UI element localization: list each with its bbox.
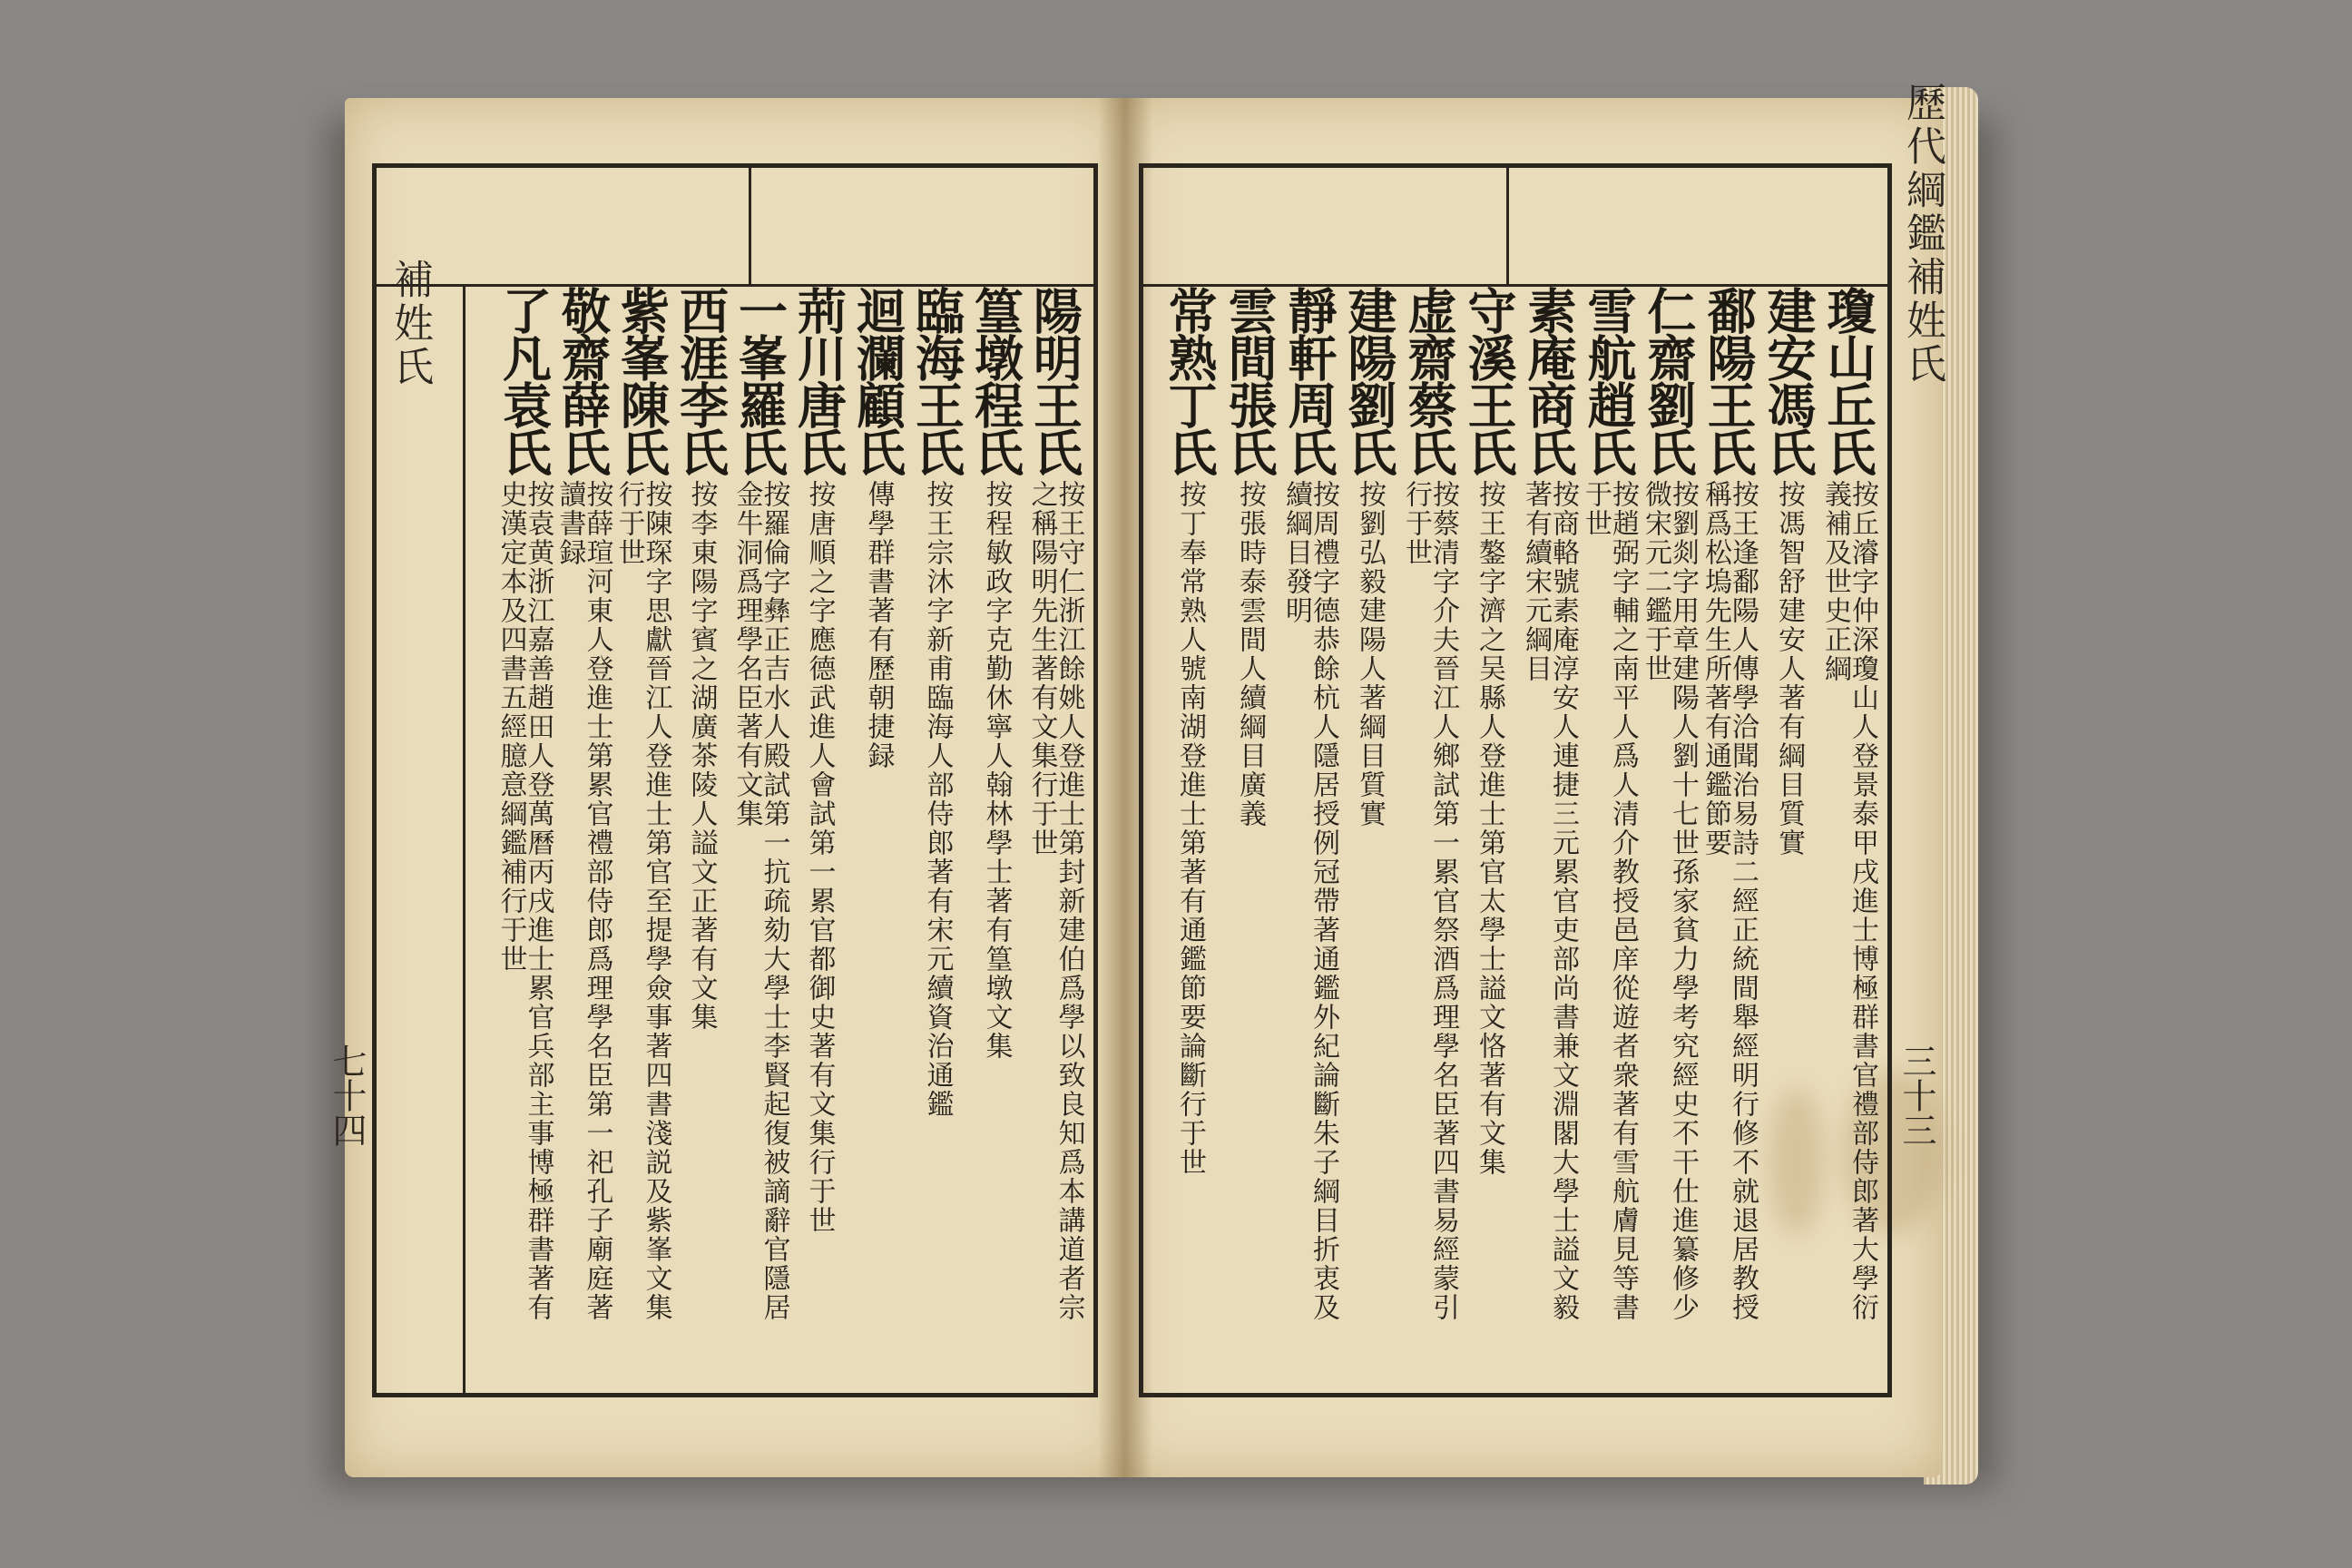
- entry-name: 建安馮氏: [1759, 286, 1818, 475]
- entry-column: [555, 286, 611, 1384]
- top-band: [377, 168, 1093, 287]
- entry-column: [1700, 286, 1757, 1384]
- entry-column: [673, 286, 729, 1384]
- right-folio: 三十三: [1896, 1044, 1936, 1147]
- entry-column: [1581, 286, 1637, 1384]
- entry-note: 按趙弼字輔之南平人爲人清介教授邑庠從遊者衆著有雪航膚見等書于世: [1580, 480, 1639, 1322]
- entry-note: 按張時泰雲間人續綱目廣義: [1234, 480, 1266, 828]
- entry-column: [1281, 286, 1338, 1384]
- entry-note: 按丁奉常熟人號南湖登進士第著有通鑑節要論斷行于世: [1174, 480, 1206, 1177]
- entry-note: 按羅倫字彝正吉水人殿試第一抗疏劾大學士李賢起復被謫辭官隱居金牛洞爲理學名臣著有文集: [730, 480, 790, 1322]
- entry-name: 敬齋薛氏: [554, 286, 612, 475]
- entry-name: 素庵商氏: [1520, 286, 1578, 475]
- left-folio: 七十四: [327, 1044, 367, 1147]
- entry-column: [850, 286, 906, 1384]
- entry-note: 按王宗沐字新甫臨海人部侍郎著有宋元續資治通鑑: [921, 480, 954, 1119]
- entry-column: [496, 286, 552, 1384]
- entry-name: 虚齋蔡氏: [1400, 286, 1458, 475]
- entry-note: 按王守仁浙江餘姚人登進士第封新建伯爲學以致良知爲本講道者宗之稱陽明先生著有文集行于世: [1025, 480, 1085, 1322]
- entry-column: [1521, 286, 1577, 1384]
- entry-column: [1760, 286, 1817, 1384]
- entry-column: [732, 286, 788, 1384]
- margin-title: 歷代綱鑑補: [1899, 82, 1945, 299]
- entry-column: [1161, 286, 1218, 1384]
- entry-name: 瓊山丘氏: [1819, 286, 1877, 475]
- margin-divider: [463, 284, 466, 1393]
- entry-note: 按商輅號素庵淳安人連捷三元累官吏部尚書兼文淵閣大學士謚文毅著有續宋元綱目: [1520, 480, 1579, 1322]
- entry-name: 紫峯陳氏: [612, 286, 671, 475]
- entry-note: 按陳琛字思獻晉江人登進士第官至提學僉事著四書淺説及紫峯文集行于世: [612, 480, 672, 1322]
- left-entries: [495, 286, 1084, 1384]
- entry-column: [1401, 286, 1457, 1384]
- left-text-frame: [372, 163, 1098, 1397]
- band-divider: [1506, 168, 1512, 284]
- entry-column: [1641, 286, 1697, 1384]
- top-band: [1143, 168, 1887, 287]
- band-divider: [749, 168, 754, 284]
- entry-note: 按唐順之字應德武進人會試第一累官都御史著有文集行于世: [803, 480, 836, 1235]
- entry-column: [614, 286, 670, 1384]
- entry-note: 按程敏政字克勤休寧人翰林學士著有篁墩文集: [980, 480, 1013, 1061]
- entry-note: 傳學群書著有歷朝捷録: [862, 480, 895, 770]
- entry-name: 陽明王氏: [1025, 286, 1084, 475]
- entry-name: 一峯羅氏: [730, 286, 789, 475]
- entry-note: 按劉剡字用章建陽人劉十七世孫家貧力學考究經史不干仕進纂修少微宋元二鑑于世: [1640, 480, 1699, 1322]
- right-text-frame: [1139, 163, 1892, 1397]
- entry-name: 篁墩程氏: [966, 286, 1025, 475]
- entry-name: 荊川唐氏: [789, 286, 848, 475]
- right-margin-title: [1896, 82, 1951, 387]
- entry-note: 按袁黄浙江嘉善趙田人登萬曆丙戌進士累官兵部主事博極群書著有史漢定本及四書五經臆意綱鑑補行于世: [495, 480, 554, 1322]
- entry-name: 西涯李氏: [671, 286, 730, 475]
- entry-name: 臨海王氏: [907, 286, 966, 475]
- entry-note: 按薛瑄河東人登進士第累官禮部侍郎爲理學名臣第一祀孔子廟庭著讀書録: [554, 480, 613, 1322]
- entry-name: 了凡袁氏: [495, 286, 554, 475]
- entry-name: 建陽劉氏: [1340, 286, 1398, 475]
- entry-name: 迴瀾顧氏: [848, 286, 907, 475]
- entry-note: 按馮智舒建安人著有綱目質實: [1773, 480, 1805, 858]
- entry-name: 雪航趙氏: [1580, 286, 1638, 475]
- entry-column: [968, 286, 1024, 1384]
- entry-column: [909, 286, 965, 1384]
- entry-column: [1221, 286, 1278, 1384]
- entry-name: 仁齋劉氏: [1640, 286, 1698, 475]
- entry-note: 按丘濬字仲深瓊山人登景泰甲戌進士博極群書官禮部侍郎著大學衍義補及世史正綱: [1819, 480, 1878, 1322]
- entry-column: [1820, 286, 1877, 1384]
- margin-chars: 姓氏: [387, 302, 433, 389]
- entry-note: 按劉弘毅建陽人著綱目質實: [1354, 480, 1386, 828]
- entry-column: [1341, 286, 1397, 1384]
- entry-column: [1027, 286, 1083, 1384]
- entry-note: 按周禮字德恭餘杭人隱居授例冠帶著通鑑外紀論斷朱子綱目折衷及續綱目發明: [1280, 480, 1339, 1322]
- entry-column: [791, 286, 847, 1384]
- margin-title: 補: [387, 259, 433, 302]
- entry-note: 按李東陽字賓之湖廣茶陵人謚文正著有文集: [685, 480, 718, 1032]
- entry-name: 雲間張氏: [1220, 286, 1279, 475]
- entry-note: 按蔡清字介夫晉江人鄉試第一累官祭酒爲理學名臣著四書易經蒙引行于世: [1400, 480, 1459, 1322]
- right-entries: [1152, 286, 1878, 1384]
- left-margin-title: [384, 259, 438, 389]
- margin-chars: 姓氏: [1899, 299, 1945, 387]
- entry-name: 常熟丁氏: [1161, 286, 1219, 475]
- entry-note: 按王鏊字濟之吴縣人登進士第官太學士謚文恪著有文集: [1474, 480, 1505, 1177]
- entry-name: 靜軒周氏: [1280, 286, 1338, 475]
- entry-column: [1461, 286, 1517, 1384]
- entry-name: 守溪王氏: [1460, 286, 1518, 475]
- entry-name: 鄱陽王氏: [1700, 286, 1758, 475]
- entry-note: 按王逢鄱陽人傳學洽聞治易詩二經正統間舉經明行修不就退居教授稱爲松塢先生所著有通鑑節要: [1700, 480, 1759, 1322]
